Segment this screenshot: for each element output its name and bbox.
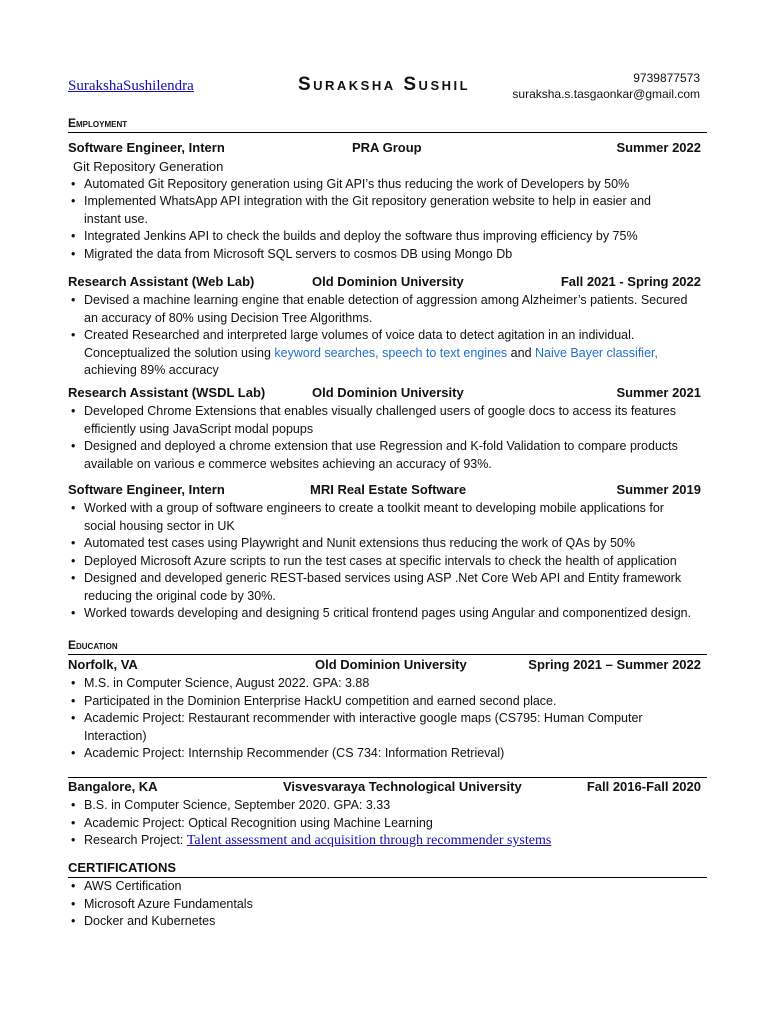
- research-project-link[interactable]: Talent assessment and acquisition through recommender systems: [186, 833, 552, 848]
- email-address: suraksha.s.tasgaonkar@gmail.com: [512, 87, 700, 101]
- job-role: Software Engineer, Intern: [68, 140, 225, 155]
- bullet-item: [68, 832, 701, 850]
- job-entry-mri: [68, 482, 701, 623]
- resume-header: [0, 0, 768, 112]
- job-bullets: [68, 292, 701, 380]
- education-heading: Education: [68, 638, 707, 655]
- job-entry-pra: [68, 140, 701, 263]
- job-date: Summer 2022: [616, 140, 701, 155]
- bullet-item: [68, 327, 701, 380]
- candidate-name: Suraksha Sushil: [297, 74, 471, 95]
- job-header: [68, 385, 701, 403]
- job-role: Research Assistant (WSDL Lab): [68, 385, 266, 400]
- bullet-item: • B.S. in Computer Science, September 2020. GPA: 3.33: [68, 797, 701, 815]
- bullet-item: • Designed and developed generic REST-based services using ASP .Net Core Web API and Entity framework reducing the original code by 30%.: [68, 570, 701, 605]
- school-bullets: [68, 797, 701, 850]
- job-org: Old Dominion University: [312, 385, 464, 400]
- profile-link[interactable]: SurakshaSushilendra: [68, 78, 194, 94]
- bullet-text: Research Project:: [84, 833, 187, 847]
- job-header: [68, 482, 701, 500]
- job-header: [68, 274, 701, 292]
- bullet-item: • Automated Git Repository generation using Git API’s thus reducing the work of Developers by 50%: [68, 176, 701, 194]
- school-entry-vtu: [68, 779, 701, 850]
- bullet-item: • Developed Chrome Extensions that enables visually challenged users of google docs to access its features efficiently using JavaScript modal popups: [68, 403, 701, 438]
- school-name: Old Dominion University: [315, 657, 467, 672]
- cert-item: • Docker and Kubernetes: [68, 913, 701, 931]
- bullet-item: • Integrated Jenkins API to check the builds and deploy the software thus improving efficiency by 75%: [68, 228, 701, 246]
- bullet-item: • Migrated the data from Microsoft SQL servers to cosmos DB using Mongo Db: [68, 246, 701, 264]
- school-date: Fall 2016-Fall 2020: [586, 779, 701, 794]
- bullet-item: • Worked towards developing and designing 5 critical frontend pages using Angular and componentized design.: [68, 605, 701, 623]
- highlight-classifier: Naive Bayer classifier,: [535, 345, 658, 360]
- job-date: Summer 2019: [616, 482, 701, 497]
- bullet-item: • Academic Project: Optical Recognition using Machine Learning: [68, 815, 701, 833]
- bullet-item: • Designed and deployed a chrome extension that use Regression and K-fold Validation to compare products available on various e commerce websites achieving an accuracy of 93%.: [68, 438, 701, 473]
- school-header: [68, 779, 701, 797]
- bullet-item: • M.S. in Computer Science, August 2022. GPA: 3.88: [68, 675, 701, 693]
- certifications-heading: CERTIFICATIONS: [68, 860, 707, 878]
- job-bullets: [68, 500, 701, 623]
- job-org: PRA Group: [352, 140, 422, 155]
- bullet-item: • Implemented WhatsApp API integration with the Git repository generation website to help in easier and instant use.: [68, 193, 701, 228]
- bullet-item: • Deployed Microsoft Azure scripts to run the test cases at specific intervals to check the health of application: [68, 553, 701, 571]
- cert-bullets: [68, 878, 701, 931]
- bullet-item: • Participated in the Dominion Enterprise HackU competition and earned second place.: [68, 693, 701, 711]
- job-header: [68, 140, 701, 158]
- bullet-item: • Academic Project: Restaurant recommender with interactive google maps (CS795: Human Computer Interaction): [68, 710, 701, 745]
- job-date: Fall 2021 - Spring 2022: [560, 274, 701, 289]
- school-header: [68, 657, 701, 675]
- bullet-item: • Academic Project: Internship Recommender (CS 734: Information Retrieval): [68, 745, 701, 763]
- bullet-item: • Devised a machine learning engine that enable detection of aggression among Alzheimer’s patients. Secured an accuracy of 80% using Decision Tree Algorithms.: [68, 292, 701, 327]
- job-bullets: [68, 176, 701, 264]
- job-role: Research Assistant (Web Lab): [68, 274, 255, 289]
- school-bullets: [68, 675, 701, 763]
- job-role: Software Engineer, Intern: [68, 482, 225, 497]
- highlight-keywords: keyword searches, speech to text engines: [274, 345, 508, 360]
- school-location: Norfolk, VA: [68, 657, 138, 672]
- divider: [68, 777, 707, 778]
- job-entry-wsdl: [68, 385, 701, 473]
- school-location: Bangalore, KA: [68, 779, 158, 794]
- bullet-item: • Worked with a group of software engineers to create a toolkit meant to developing mobile applications for social housing sector in UK: [68, 500, 701, 535]
- school-date: Spring 2021 – Summer 2022: [528, 657, 701, 672]
- job-bullets: [68, 403, 701, 473]
- bullet-item: • Automated test cases using Playwright and Nunit extensions thus reducing the work of QAs by 50%: [68, 535, 701, 553]
- school-entry-odu: [68, 657, 701, 763]
- bullet-text: and: [507, 345, 535, 360]
- job-org: Old Dominion University: [312, 274, 464, 289]
- job-org: MRI Real Estate Software: [310, 482, 467, 497]
- phone-number: 9739877573: [633, 71, 700, 85]
- bullet-text: Created Researched and interpreted large volumes of voice data to detect agitation in an individual. Conceptualized the solution using: [84, 328, 635, 360]
- cert-item: • Microsoft Azure Fundamentals: [68, 896, 701, 914]
- cert-item: • AWS Certification: [68, 878, 701, 896]
- job-date: Summer 2021: [616, 385, 701, 400]
- certifications-list: [68, 878, 701, 931]
- job-subtitle: Git Repository Generation: [73, 159, 224, 174]
- job-entry-weblab: [68, 274, 701, 380]
- school-name: Visvesvaraya Technological University: [283, 779, 522, 794]
- bullet-text: achieving 89% accuracy: [84, 363, 219, 377]
- employment-heading: Employment: [68, 116, 707, 133]
- contact-info: [512, 70, 700, 102]
